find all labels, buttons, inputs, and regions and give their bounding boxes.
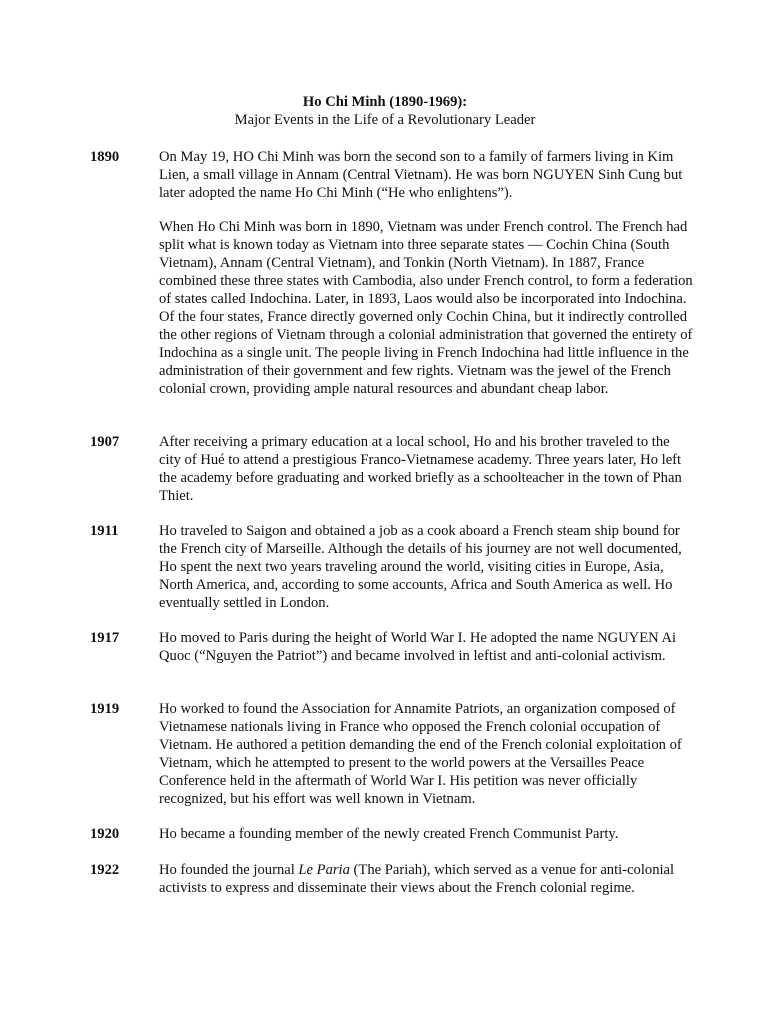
entry-year: 1890 [90,149,120,165]
page-subtitle: Major Events in the Life of a Revolutionary Leader [234,112,536,128]
entry-body [159,700,694,808]
entry-body [159,825,694,843]
entry-year: 1920 [90,826,120,842]
entry-year: 1917 [90,630,120,646]
entry-paragraph: When Ho Chi Minh was born in 1890, Vietnam was under French control. The French had split what is known today as Vietnam into three separate states — Cochin China (South Vietnam), Annam (Central Vietnam), and Tonkin (North Vietnam). In 1887, France combined these three states with Cambodia, also under French control, to form a federation of states called Indochina. Later, in 1893, Laos would also be incorporated into Indochina. Of the four states, France directly governed only Cochin China, but it indirectly controlled the other regions of Vietnam through a colonial administration that governed the entirety of Indochina as a single unit. The people living in French Indochina had little influence in the administration of their government and few rights. Vietnam was the jewel of the French colonial crown, providing ample natural resources and abundant cheap labor. [159,219,693,397]
entry-body [159,522,694,612]
entry-paragraph: Ho traveled to Saigon and obtained a job as a cook aboard a French steam ship bound for the French city of Marseille. Although the details of his journey are not well documented, Ho spent the next two years traveling around the world, visiting cities in Europe, Asia, North America, and, according to some accounts, Africa and South America as well. Ho eventually settled in London. [159,523,682,611]
page-title: Ho Chi Minh (1890-1969): [302,94,468,110]
entry-body [159,433,694,505]
entry-body [159,861,694,897]
entry-paragraph [159,861,694,897]
entry-paragraph: After receiving a primary education at a local school, Ho and his brother traveled to the city of Hué to attend a prestigious Franco-Vietnamese academy. Three years later, Ho left the academy before graduating and worked briefly as a schoolteacher in the town of Phan Thiet. [159,434,682,504]
journal-title: Le Paria [298,862,350,878]
entry-paragraph: Ho worked to found the Association for Annamite Patriots, an organization composed of Vietnamese nationals living in France who opposed the French colonial occupation of Vietnam. He authored a petition demanding the end of the French colonial exploitation of Vietnam, which he attempted to present to the world powers at the Versailles Peace Conference held in the aftermath of World War I. His petition was never officially recognized, but his effort was well known in Vietnam. [159,701,682,807]
entry-year: 1907 [90,434,120,450]
entry-year: 1911 [90,523,119,539]
paragraph-text: Ho founded the journal [159,862,299,878]
entry-paragraph: Ho became a founding member of the newly created French Communist Party. [159,826,619,842]
entry-year: 1919 [90,701,120,717]
entry-year: 1922 [90,862,120,878]
entry-body [159,629,694,665]
paragraph-text: (The Pariah), which served as a venue for anti-colonial activists to express and disseminate their views about the French colonial regime. [159,862,675,896]
entry-paragraph: On May 19, HO Chi Minh was born the second son to a family of farmers living in Kim Lien, a small village in Annam (Central Vietnam). He was born NGUYEN Sinh Cung but later adopted the name Ho Chi Minh (“He who enlightens”). [159,149,683,201]
entry-paragraph: Ho moved to Paris during the height of World War I. He adopted the name NGUYEN Ai Quoc (“Nguyen the Patriot”) and became involved in leftist and anti-colonial activism. [159,630,677,664]
entry-body [159,148,694,398]
